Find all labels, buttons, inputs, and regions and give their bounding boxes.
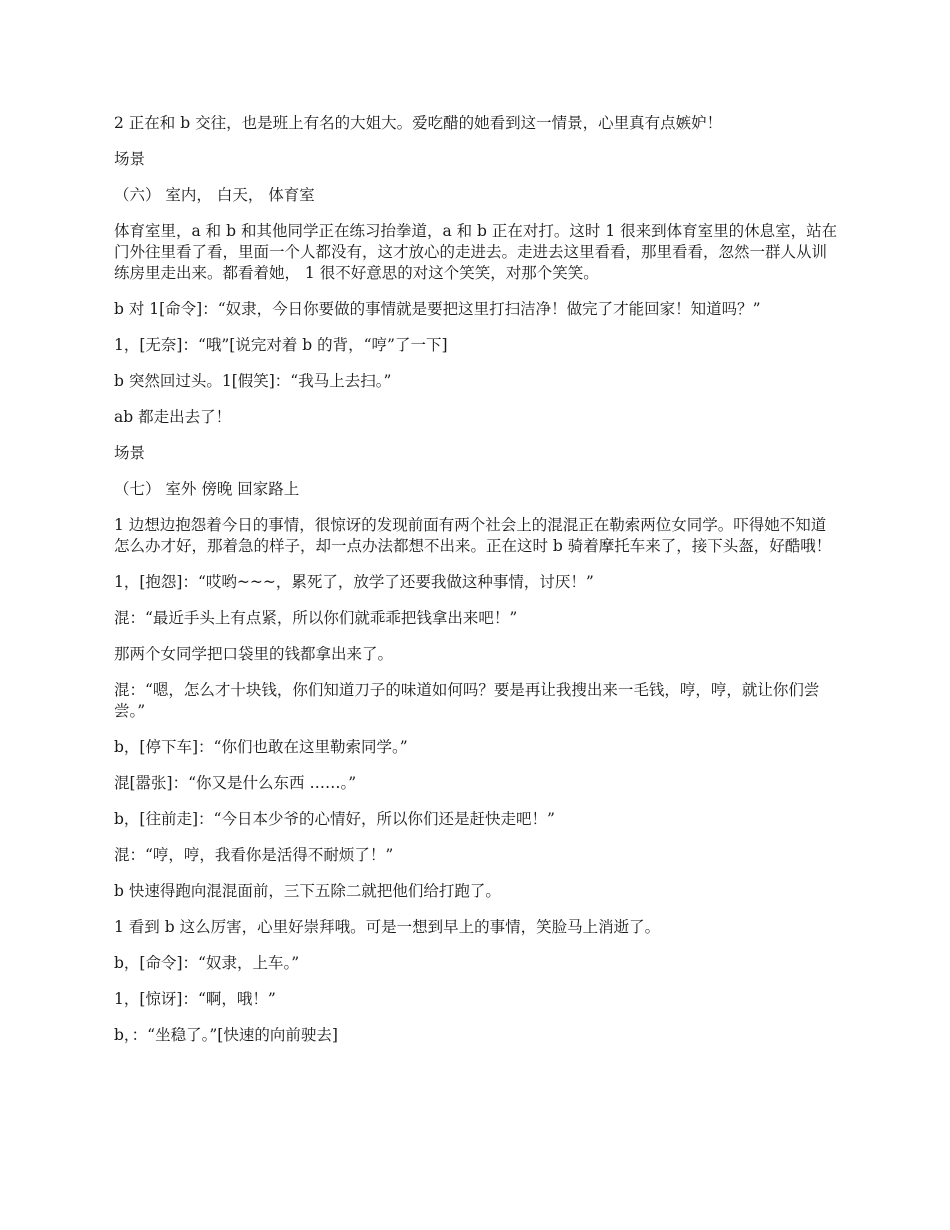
dialogue-line: 混：“哼，哼，我看你是活得不耐烦了！”: [114, 846, 394, 864]
dialogue-line: b，：“坐稳了。”[快速的向前驶去]: [114, 1026, 338, 1044]
document-body: [114, 113, 840, 1061]
narration-line: ab 都走出去了！: [114, 408, 232, 426]
paragraph-road: 1 边想边抱怨着今日的事情，很惊讶的发现前面有两个社会上的混混正在勒索两位女同学。吓得她不知道怎么办才好，那着急的样子，却一点办法都想不出来。正在这时 b 骑着摩托车来了，接下头盔，好酷哦！: [114, 516, 832, 555]
scene-label: 场景: [114, 444, 146, 462]
paragraph-intro: 2 正在和 b 交往，也是班上有名的大姐大。爱吃醋的她看到这一情景，心里真有点嫉妒！: [114, 114, 723, 132]
scene-heading-6: （六） 室内， 白天， 体育室: [114, 186, 315, 204]
dialogue-line: b，[停下车]：“你们也敢在这里勒索同学。”: [114, 738, 408, 756]
dialogue-line: 1，[无奈]：“哦”[说完对着 b 的背，“哼”了一下]: [114, 336, 448, 354]
dialogue-line: b 对 1[命令]：“奴隶，今日你要做的事情就是要把这里打扫洁净！做完了才能回家！知道吗？”: [114, 300, 761, 318]
dialogue-line: 混[嚣张]：“你又是什么东西 ……。”: [114, 774, 357, 792]
dialogue-line: 混：“嗯，怎么才十块钱，你们知道刀子的味道如何吗？要是再让我搜出来一毛钱，哼，哼，就让你们尝尝。”: [114, 681, 820, 720]
dialogue-line: b 突然回过头。1[假笑]：“我马上去扫。”: [114, 372, 392, 390]
narration-line: 那两个女同学把口袋里的钱都拿出来了。: [114, 645, 394, 663]
dialogue-line: 1，[抱怨]：“哎哟~~~，累死了，放学了还要我做这种事情，讨厌！”: [114, 573, 594, 591]
dialogue-line: b，[命令]：“奴隶，上车。”: [114, 954, 300, 972]
scene-heading-7: （七） 室外 傍晚 回家路上: [114, 480, 300, 498]
narration-line: 1 看到 b 这么厉害，心里好崇拜哦。可是一想到早上的事情，笑脸马上消逝了。: [114, 918, 661, 936]
narration-line: b 快速得跑向混混面前，三下五除二就把他们给打跑了。: [114, 882, 501, 900]
scene-label: 场景: [114, 150, 146, 168]
paragraph-gym: 体育室里，a 和 b 和其他同学正在练习抬拳道，a 和 b 正在对打。这时 1 很来到体育室里的休息室，站在门外往里看了看，里面一个人都没有，这才放心的走进去。走进去这里看看，那里看看，忽然一群人从训练房里走出来。都看着她， 1 很不好意思的对这个笑笑，对那个笑笑。: [114, 222, 838, 282]
dialogue-line: 混：“最近手头上有点紧，所以你们就乖乖把钱拿出来吧！”: [114, 609, 518, 627]
dialogue-line: b，[往前走]：“今日本少爷的心情好，所以你们还是赶快走吧！”: [114, 810, 555, 828]
dialogue-line: 1，[惊讶]：“啊，哦！”: [114, 990, 276, 1008]
